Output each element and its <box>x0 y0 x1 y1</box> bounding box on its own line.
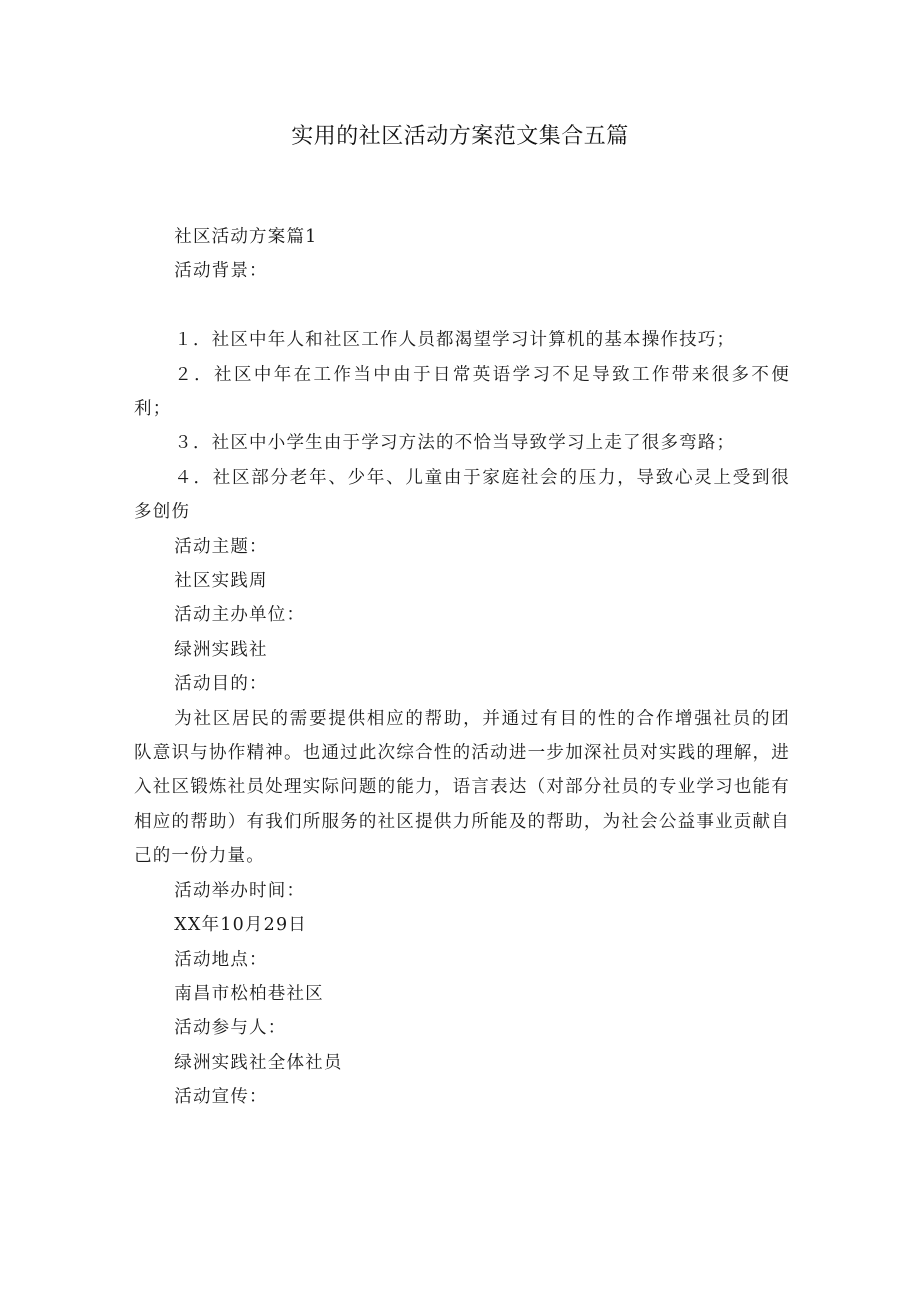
paragraph-label: 活动地点： <box>174 949 268 970</box>
paragraph-label: 活动参与人： <box>174 1018 287 1039</box>
list-item: ３．社区中小学生由于学习方法的不恰当导致学习上走了很多弯路； <box>174 433 736 454</box>
list-item: １．社区中年人和社区工作人员都渴望学习计算机的基本操作技巧； <box>174 330 736 351</box>
paragraph-value: 绿洲实践社 <box>174 639 268 660</box>
list-item: ２．社区中年在工作当中由于日常英语学习不足导致工作带来很多不便利； <box>134 364 790 420</box>
paragraph-label: 活动背景： <box>174 261 268 282</box>
document-body <box>134 220 790 1115</box>
paragraph-body: 为社区居民的需要提供相应的帮助，并通过有目的性的合作增强社员的团队意识与协作精神。也通过此次综合性的活动进一步加深社员对实践的理解，进入社区锻炼社员处理实际问题的能力，语言表达（对部分社员的专业学习也能有相应的帮助）有我们所服务的社区提供力所能及的帮助，为社会公益事业贡献自己的一份力量。 <box>134 708 790 867</box>
paragraph-label: 活动宣传： <box>174 1087 268 1108</box>
section-heading: 社区活动方案篇1 <box>174 227 318 247</box>
paragraph-label: 活动主办单位： <box>174 605 306 626</box>
list-item: ４．社区部分老年、少年、儿童由于家庭社会的压力，导致心灵上受到很多创伤 <box>134 467 790 523</box>
paragraph-value: 绿洲实践社全体社员 <box>174 1052 343 1073</box>
paragraph-label: 活动主题： <box>174 536 268 557</box>
paragraph-value: XX年10月29日 <box>174 915 308 936</box>
paragraph-value: 南昌市松柏巷社区 <box>174 983 324 1004</box>
paragraph-label: 活动目的： <box>174 674 268 695</box>
paragraph-label: 活动举办时间： <box>174 880 306 901</box>
paragraph-value: 社区实践周 <box>174 571 268 592</box>
blank-line <box>134 289 790 323</box>
document-title: 实用的社区活动方案范文集合五篇 <box>291 124 629 149</box>
